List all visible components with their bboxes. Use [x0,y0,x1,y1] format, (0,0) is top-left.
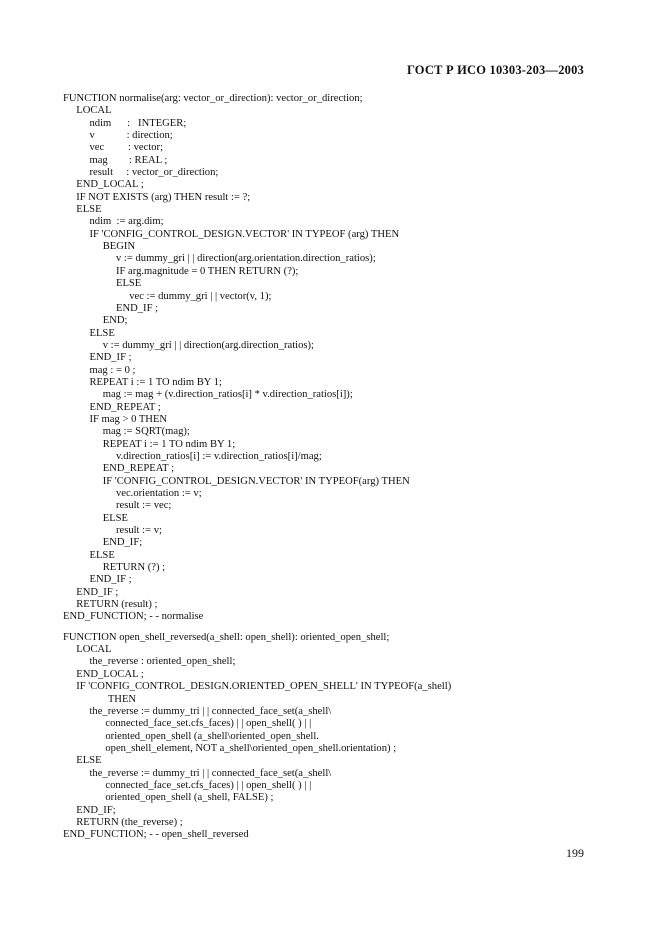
code-line: the_reverse := dummy_tri | | connected_face_set(a_shell\ [63,705,332,717]
code-line: END_REPEAT ; [63,463,175,475]
code-line: ndim : INTEGER; [63,117,187,129]
code-line: LOCAL [63,644,112,656]
code-line: IF 'CONFIG_CONTROL_DESIGN.VECTOR' IN TYPEOF (arg) THEN [63,228,400,240]
code-line: RETURN (the_reverse) ; [63,816,183,828]
code-line: v := dummy_gri | | direction(arg.orientation.direction_ratios); [63,253,376,265]
code-line: ELSE [63,549,115,561]
code-line: THEN [63,693,137,705]
code-line: RETURN (?) ; [63,562,166,574]
code-listing [63,93,603,842]
code-line: END_IF ; [63,586,119,598]
code-line: END; [63,315,128,327]
code-line: REPEAT i := 1 TO ndim BY 1; [63,376,222,388]
code-line: connected_face_set.cfs_faces) | | open_shell( ) | | [63,718,312,730]
code-line: FUNCTION open_shell_reversed(a_shell: open_shell): oriented_open_shell; [63,631,390,643]
code-line: connected_face_set.cfs_faces) | | open_shell( ) | | [63,779,312,791]
code-line: vec := dummy_gri | | vector(v, 1); [63,290,272,302]
code-line: END_IF ; [63,574,132,586]
code-line: IF 'CONFIG_CONTROL_DESIGN.VECTOR' IN TYPEOF(arg) THEN [63,475,410,487]
code-line: v := dummy_gri | | direction(arg.direction_ratios); [63,339,314,351]
page-number: 199 [566,846,584,860]
code-line: the_reverse : oriented_open_shell; [63,656,236,668]
code-line: v : direction; [63,130,173,142]
code-line: ELSE [63,278,142,290]
code-line: oriented_open_shell (a_shell, FALSE) ; [63,792,274,804]
code-line: IF mag > 0 THEN [63,413,168,425]
code-line: END_LOCAL ; [63,668,144,680]
code-line: mag := SQRT(mag); [63,426,190,438]
code-line: vec : vector; [63,142,164,154]
code-line: IF NOT EXISTS (arg) THEN result := ?; [63,191,251,203]
code-line: mag := mag + (v.direction_ratios[i] * v.direction_ratios[i]); [63,389,353,401]
code-line: REPEAT i := 1 TO ndim BY 1; [63,438,236,450]
code-line: result := v; [63,525,162,537]
code-line: END_REPEAT ; [63,401,161,413]
code-line: open_shell_element, NOT a_shell\oriented_open_shell.orientation) ; [63,742,397,754]
code-line: v.direction_ratios[i] := v.direction_ratios[i]/mag; [63,450,322,462]
code-line: END_FUNCTION; - - open_shell_reversed [63,829,249,841]
code-line: END_FUNCTION; - - normalise [63,611,204,623]
code-line: the_reverse := dummy_tri | | connected_face_set(a_shell\ [63,767,332,779]
code-line: END_LOCAL ; [63,179,144,191]
code-line: vec.orientation := v; [63,488,202,499]
code-line: END_IF; [63,537,143,549]
code-line: END_IF ; [63,352,132,364]
code-line: FUNCTION normalise(arg: vector_or_direction): vector_or_direction; [63,93,363,104]
code-line: ELSE [63,755,102,767]
code-line: END_IF; [63,804,116,816]
code-line: mag : = 0 ; [63,364,136,376]
code-line: END_IF ; [63,302,159,314]
code-line: RETURN (result) ; [63,599,158,611]
code-line: ELSE [63,512,129,524]
function-block-normalise [63,93,603,624]
code-line: oriented_open_shell (a_shell\oriented_open_shell. [63,730,319,742]
standard-header: ГОСТ Р ИСО 10303-203—2003 [406,63,584,77]
code-line: ELSE [63,327,115,339]
code-line: BEGIN [63,241,136,253]
code-line: result := vec; [63,500,172,512]
code-line: result : vector_or_direction; [63,167,219,179]
function-block-open-shell-reversed [63,632,603,842]
code-line: mag : REAL ; [63,154,168,166]
code-line: ndim := arg.dim; [63,216,164,228]
code-line: ELSE [63,204,102,216]
code-line: LOCAL [63,105,112,117]
code-line: IF arg.magnitude = 0 THEN RETURN (?); [63,265,299,277]
code-line: IF 'CONFIG_CONTROL_DESIGN.ORIENTED_OPEN_SHELL' IN TYPEOF(a_shell) [63,681,452,693]
